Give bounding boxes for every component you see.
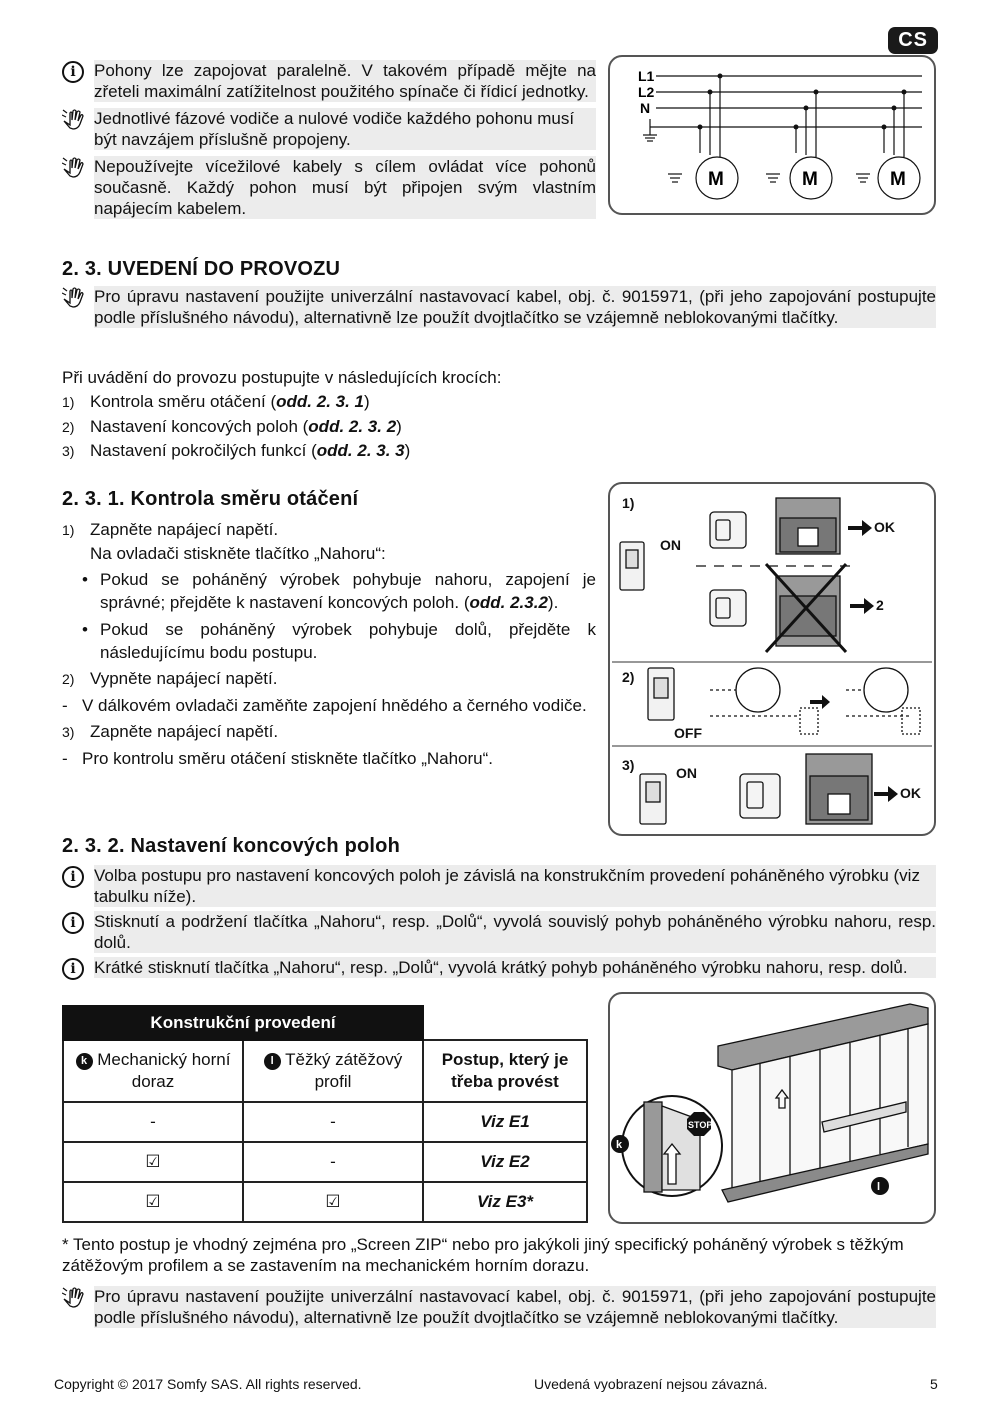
note-text: Stisknutí a podržení tlačítka „Nahoru“, resp. „Dolů“, vyvolá souvislý pohyb poháněného výrobku nahoru, resp. dolů. <box>94 912 936 952</box>
note-final-setup-cable <box>62 1286 936 1328</box>
dash-item: - V dálkovém ovladači zaměňte zapojení hnědého a černého vodiče. <box>62 696 587 715</box>
list-item: 3) Zapněte napájecí napětí. <box>62 722 279 741</box>
panel-number: 3) <box>622 757 635 773</box>
note-text: Nepoužívejte vícežilové kabely s cílem ovládat více pohonů současně. Každý pohon musí být připojen svým vlastním napájecím kabelem. <box>94 157 596 218</box>
off-label: OFF <box>674 725 702 741</box>
direction-check-figure <box>608 482 936 836</box>
list-item: 2) Nastavení koncových poloh (odd. 2. 3. 2) <box>62 416 402 436</box>
note-short-press <box>62 957 936 980</box>
note-parallel <box>62 60 596 102</box>
screen-figure <box>608 992 936 1224</box>
page-number: 5 <box>930 1376 938 1392</box>
list-item: 1) Kontrola směru otáčení (odd. 2. 3. 1) <box>62 392 370 411</box>
label-n: N <box>640 100 651 116</box>
table-empty-cell <box>423 1006 587 1040</box>
on-label: ON <box>676 765 697 781</box>
list-item: 1) Zapněte napájecí napětí. <box>62 520 279 539</box>
label-l2: L2 <box>638 84 655 100</box>
table-row: - - Viz E1 <box>63 1102 587 1142</box>
list-item: 3) Nastavení pokročilých funkcí (odd. 2. 3. 3) <box>62 441 411 460</box>
marker-l: l <box>877 1181 881 1193</box>
section-title: 2. 3. 1. Kontrola směru otáčení <box>62 488 359 510</box>
note-text: Jednotlivé fázové vodiče a nulové vodiče každého pohonu musí být navzájem příslušně propojeny. <box>94 108 596 150</box>
bullet-item: • Pokud se poháněný výrobek pohybuje nahoru, zapojení je správné; přejděte k nastavení koncových poloh. (odd. 2.3.2). <box>82 570 596 612</box>
note-setup-cable <box>62 286 936 328</box>
label-l1: L1 <box>638 68 655 84</box>
wiring-diagram <box>608 55 936 215</box>
note-text: Pro úpravu nastavení použijte univerzální nastavovací kabel, obj. č. 9015971, (při jeho zapojování postupujte podle příslušného návodu), alternativně lze použít dvojtlačítko se vzájemně neblokovanými tlačítky. <box>94 1287 936 1327</box>
hand-icon <box>62 1287 88 1309</box>
table-header-cell: l Těžký zátěžový profil <box>243 1040 423 1102</box>
note-text: Pro úpravu nastavení použijte univerzální nastavovací kabel, obj. č. 9015971, (při jeho zapojování postupujte podle příslušného návodu), alternativně lze použít dvojtlačítko se vzájemně neblokovanými tlačítky. <box>94 287 936 327</box>
dash-item: - Pro kontrolu směru otáčení stiskněte tlačítko „Nahoru“. <box>62 749 494 768</box>
limit-notes <box>62 865 936 980</box>
note-cables <box>62 156 596 219</box>
ok-label: OK <box>874 519 895 535</box>
panel-number: 1) <box>622 495 635 511</box>
note-text: Volba postupu pro nastavení koncových poloh je závislá na konstrukčním provedení poháněného výrobku (viz tabulku níže). <box>94 865 936 907</box>
table-group-header: Konstrukční provedení <box>63 1006 423 1040</box>
language-badge: CS <box>888 27 938 54</box>
hand-icon <box>62 287 88 309</box>
table-row: ☑ - Viz E2 <box>63 1142 587 1182</box>
list-item-text: Na ovladači stiskněte tlačítko „Nahoru“: <box>90 544 386 563</box>
marker-l: l <box>264 1053 281 1070</box>
note-limit-procedure <box>62 865 936 907</box>
bullet-item: • Pokud se poháněný výrobek pohybuje dolů, přejděte k následujícímu bodu postupu. <box>82 620 596 662</box>
section-title: 2. 3. UVEDENÍ DO PROVOZU <box>62 258 341 280</box>
note-phases <box>62 108 596 150</box>
note-text: Krátké stisknutí tlačítka „Nahoru“, resp. „Dolů“, vyvolá krátký pohyb poháněného výrobku nahoru, resp. dolů. <box>94 957 936 978</box>
motor-label: M <box>890 169 906 190</box>
ok-label: OK <box>900 785 921 801</box>
direction-check-steps <box>62 518 596 770</box>
stop-sign-label: STOP <box>688 1120 713 1130</box>
marker-k: k <box>76 1053 93 1070</box>
table-header-cell: k Mechanický horní doraz <box>63 1040 243 1102</box>
marker-k: k <box>616 1139 623 1151</box>
info-icon: i <box>62 866 84 888</box>
info-icon: i <box>62 912 84 934</box>
table-row: ☑ ☑ Viz E3* <box>63 1182 587 1222</box>
hand-icon <box>62 157 88 179</box>
motor-label: M <box>802 169 818 190</box>
footer-copyright: Copyright © 2017 Somfy SAS. All rights reserved. <box>54 1376 362 1392</box>
intro-text: Při uvádění do provozu postupujte v následujících krocích: <box>62 368 502 387</box>
list-item: 2) Vypněte napájecí napětí. <box>62 669 278 688</box>
panel-number: 2) <box>622 669 635 685</box>
on-label: ON <box>660 537 681 553</box>
table-header-cell: Postup, který je třeba provést <box>423 1040 587 1102</box>
section-title: 2. 3. 2. Nastavení koncových poloh <box>62 835 401 857</box>
top-notes <box>62 60 596 219</box>
footnote: * Tento postup je vhodný zejména pro „Screen ZIP“ nebo pro jakýkoli jiný specifický poháněný výrobek s těžkým zátěžovým profilem a se zastavením na mechanickém horním dorazu. <box>62 1235 904 1275</box>
motor-label: M <box>708 169 724 190</box>
step-two-label: 2 <box>876 597 884 613</box>
info-icon: i <box>62 958 84 980</box>
footer-disclaimer: Uvedená vyobrazení nejsou závazná. <box>534 1376 768 1392</box>
hand-icon <box>62 109 88 131</box>
construction-table <box>62 1005 588 1223</box>
step-list <box>62 390 410 464</box>
note-text: Pohony lze zapojovat paralelně. V takovém případě mějte na zřeteli maximální zatížitelnost použitého spínače či řídicí jednotky. <box>94 61 596 101</box>
note-hold-press <box>62 911 936 953</box>
info-icon: i <box>62 61 84 83</box>
